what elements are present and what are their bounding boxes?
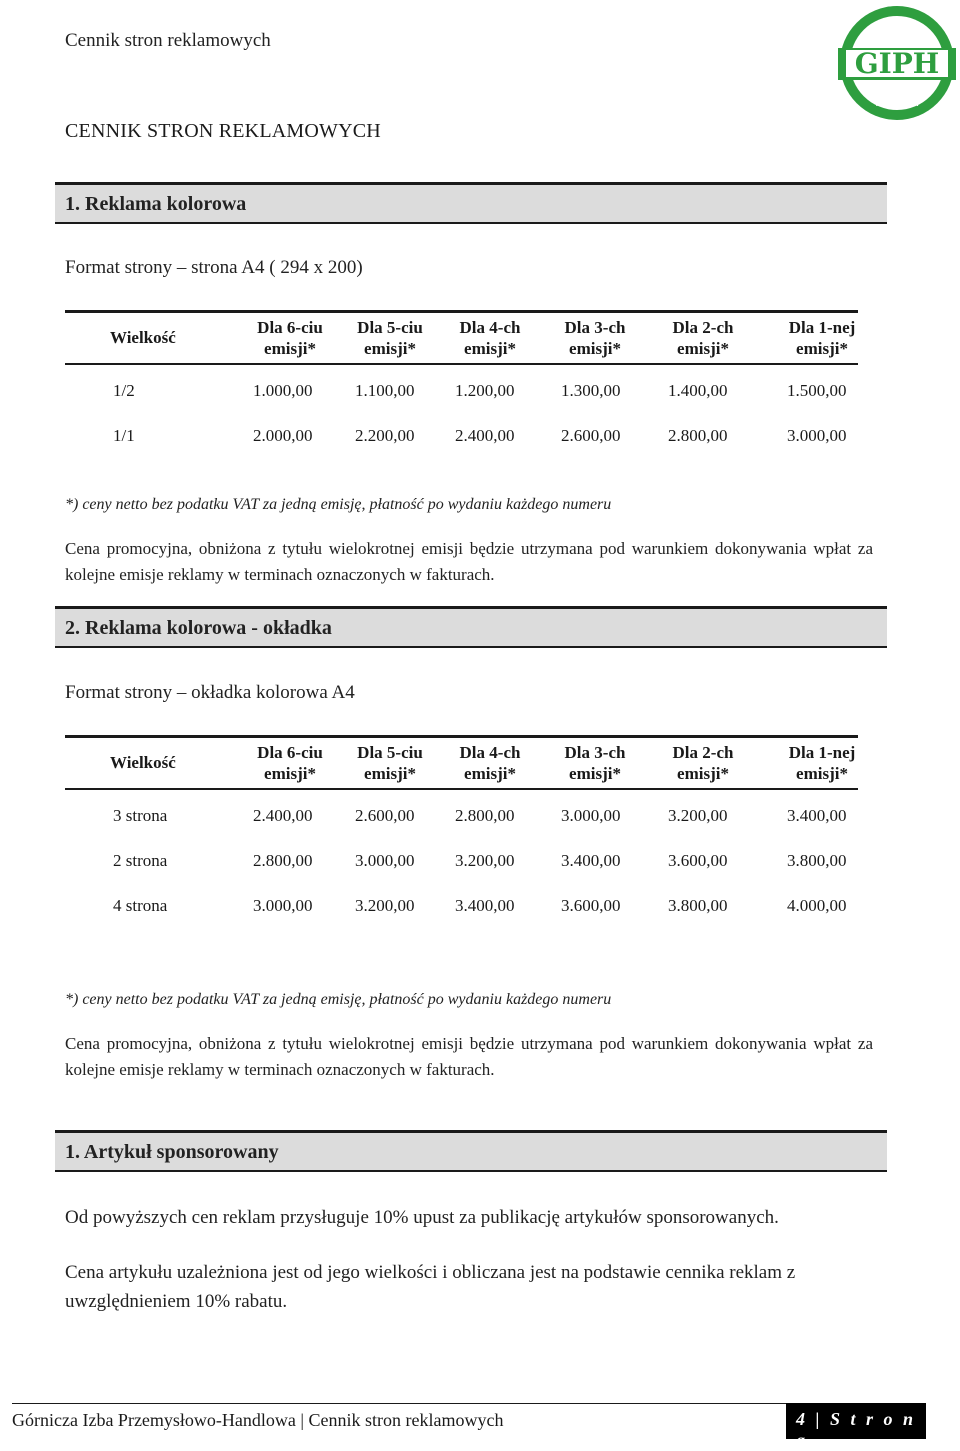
price-cell: 3.200,00 [355,896,415,915]
row-size-label: 2 strona [113,851,168,870]
price-cell: 1.300,00 [561,381,621,400]
price-cell: 3.400,00 [787,806,847,825]
column-header-size: Wielkość [110,753,176,772]
section-heading-text: 2. Reklama kolorowa - okładka [65,617,332,639]
column-header-emissions: Dla 1-nej emisji* [788,743,856,783]
price-cell: 1.500,00 [787,381,847,400]
price-cell: 3.600,00 [561,896,621,915]
page-number: 4 | S t r o n a [786,1403,926,1439]
column-header-emissions: Dla 5-ciu emisji* [357,743,423,783]
table-row [65,835,858,880]
price-cell: 2.600,00 [561,426,621,445]
sponsored-paragraph-1: Od powyższych cen reklam przysługuje 10% upust za publikację artykułów sponsorowanych. [65,1207,779,1228]
price-cell: 2.000,00 [253,426,313,445]
row-size-label: 4 strona [113,896,168,915]
header-title: Cennik stron reklamowych [65,30,271,51]
column-header-emissions: Dla 6-ciu emisji* [257,743,323,783]
price-cell: 3.000,00 [355,851,415,870]
section-heading-text: 1. Reklama kolorowa [65,193,247,215]
footer-divider [12,1403,786,1404]
giph-logo [838,4,956,122]
sponsored-paragraph-2: Cena artykułu uzależniona jest od jego wielkości i obliczana jest na podstawie cennika reklam z uwzględnieniem 10% rabatu. [65,1262,796,1312]
table-row [65,880,858,925]
format-line: Format strony – okładka kolorowa A4 [65,682,355,703]
footer-text: Górnicza Izba Przemysłowo-Handlowa | Cennik stron reklamowych [12,1410,504,1430]
column-header-emissions: Dla 2-ch emisji* [672,318,734,358]
column-header-emissions: Dla 6-ciu emisji* [257,318,323,358]
price-cell: 3.000,00 [787,426,847,445]
price-cell: 1.100,00 [355,381,415,400]
section-heading-text: 1. Artykuł sponsorowany [65,1141,279,1163]
table-row [65,790,858,835]
price-cell: 3.400,00 [455,896,515,915]
price-cell: 2.200,00 [355,426,415,445]
price-cell: 3.400,00 [561,851,621,870]
price-cell: 2.400,00 [455,426,515,445]
price-cell: 3.200,00 [455,851,515,870]
document-title: CENNIK STRON REKLAMOWYCH [65,120,381,142]
column-header-emissions: Dla 3-ch emisji* [564,318,626,358]
price-cell: 2.800,00 [668,426,728,445]
promo-paragraph: Cena promocyjna, obniżona z tytułu wielokrotnej emisji będzie utrzymana pod warunkiem dokonywania wpłat za kolejne emisje reklamy w terminach oznaczonych w fakturach. [65,1034,873,1079]
svg-text:GIPH: GIPH [854,47,940,80]
price-cell: 3.000,00 [561,806,621,825]
price-cell: 3.000,00 [253,896,313,915]
price-cell: 3.600,00 [668,851,728,870]
price-note: *) ceny netto bez podatku VAT za jedną emisję, płatność po wydaniu każdego numeru [65,991,612,1008]
section-heading-1 [55,182,887,224]
svg-text:GÓRNICZA IZBA: GÓRNICZA IZBA [868,84,926,92]
price-cell: 4.000,00 [787,896,847,915]
column-header-emissions: Dla 5-ciu emisji* [357,318,423,358]
price-cell: 1.200,00 [455,381,515,400]
price-table [65,735,858,925]
price-note: *) ceny netto bez podatku VAT za jedną emisję, płatność po wydaniu każdego numeru [65,496,612,513]
column-header-emissions: Dla 4-ch emisji* [459,318,521,358]
svg-text:PRZEMYSŁOWO: PRZEMYSŁOWO [868,92,926,100]
column-header-emissions: Dla 1-nej emisji* [788,318,856,358]
column-header-emissions: Dla 2-ch emisji* [672,743,734,783]
price-cell: 2.800,00 [253,851,313,870]
table-row [65,365,858,410]
price-cell: 1.000,00 [253,381,313,400]
price-table [65,310,858,455]
table-row [65,410,858,455]
price-cell: 3.200,00 [668,806,728,825]
format-line: Format strony – strona A4 ( 294 x 200) [65,257,363,278]
price-cell: 2.600,00 [355,806,415,825]
price-cell: 2.400,00 [253,806,313,825]
section-heading-2 [55,606,887,648]
table-header [65,735,858,790]
column-header-emissions: Dla 3-ch emisji* [564,743,626,783]
promo-paragraph: Cena promocyjna, obniżona z tytułu wielokrotnej emisji będzie utrzymana pod warunkiem dokonywania wpłat za kolejne emisje reklamy w terminach oznaczonych w fakturach. [65,539,873,584]
column-header-size: Wielkość [110,328,176,347]
svg-text:HANDLOWA: HANDLOWA [875,100,919,108]
price-cell: 2.800,00 [455,806,515,825]
price-cell: 3.800,00 [787,851,847,870]
row-size-label: 3 strona [113,806,168,825]
section-heading-3 [55,1130,887,1172]
price-cell: 3.800,00 [668,896,728,915]
row-size-label: 1/2 [113,381,135,400]
table-header [65,310,858,365]
row-size-label: 1/1 [113,426,135,445]
column-header-emissions: Dla 4-ch emisji* [459,743,521,783]
price-cell: 1.400,00 [668,381,728,400]
